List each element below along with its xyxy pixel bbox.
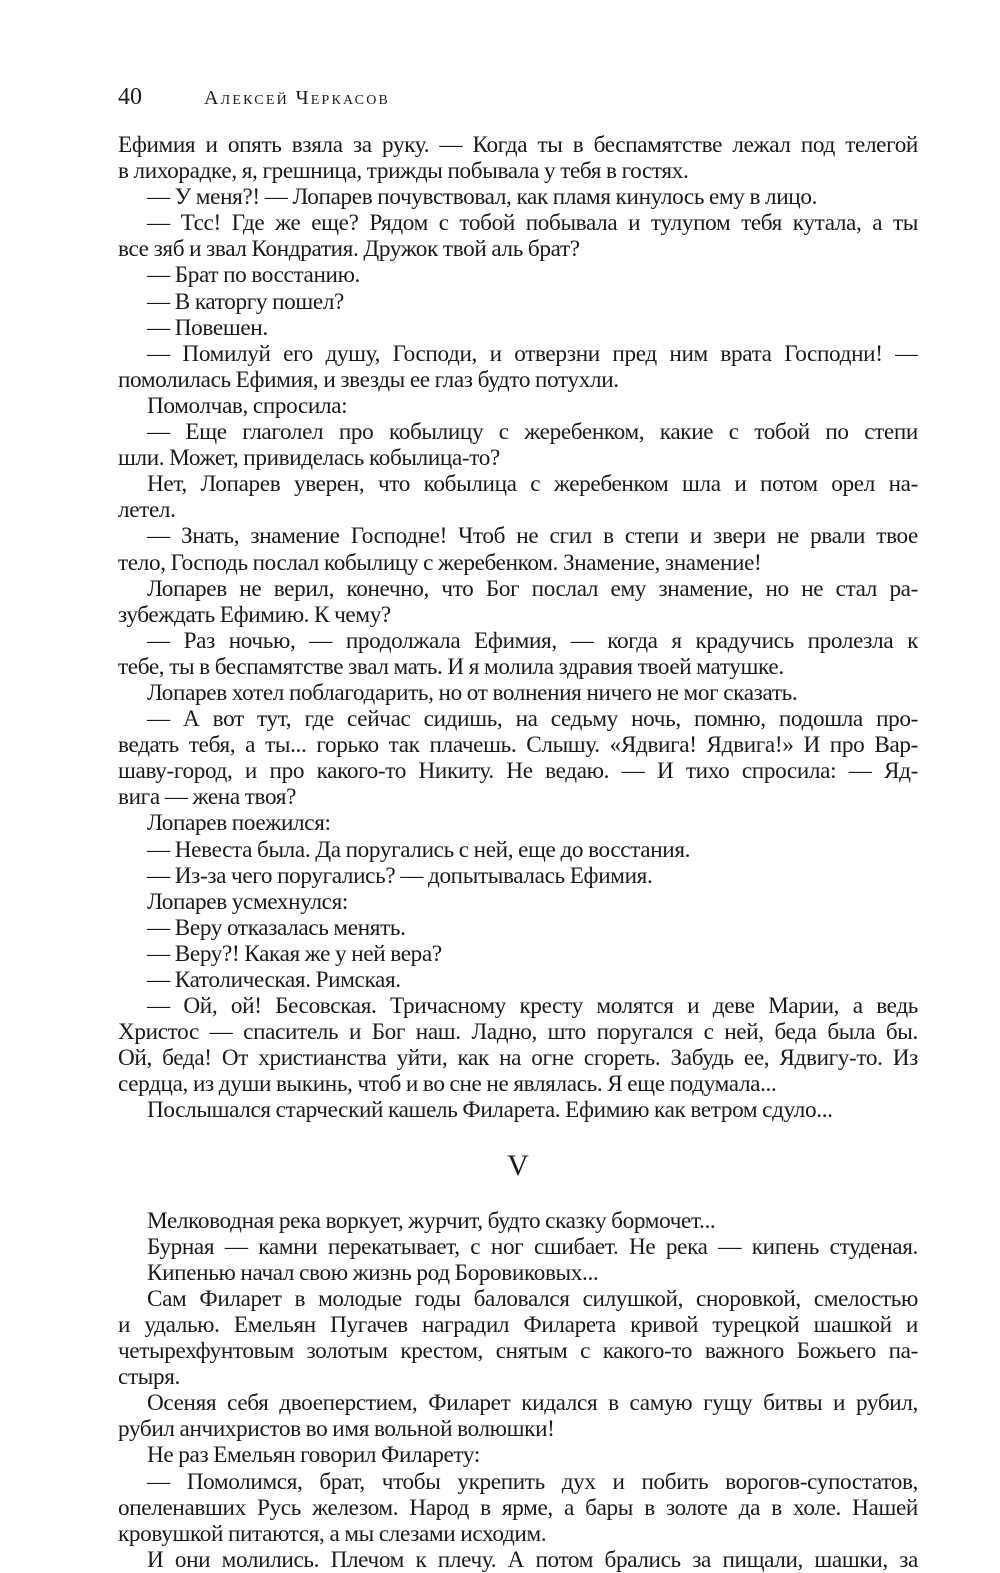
text-line: кровушкой питаются, а мы слезами исходим. bbox=[118, 1520, 547, 1547]
text-line: рубил анчихристов во имя вольной волюшки! bbox=[118, 1416, 555, 1443]
text-line: Лопарев хотел поблагодарить, но от волнения ничего не мог сказать. bbox=[147, 679, 798, 706]
text-line: шли. Может, привиделась кобылица-то? bbox=[118, 445, 500, 472]
text-line: Осеняя себя двоеперстием, Филарет кидался в самую гущу битвы и рубил, bbox=[147, 1390, 918, 1417]
text-line: — У меня?! — Лопарев почувствовал, как пламя кинулось ему в лицо. bbox=[147, 184, 818, 211]
text-line: — Тсс! Где же еще? Рядом с тобой побывала и тулупом тебя кутала, а ты bbox=[147, 210, 918, 237]
text-line: Мелководная река воркует, журчит, будто сказку бормочет... bbox=[147, 1207, 716, 1234]
text-line: Ефимия и опять взяла за руку. — Когда ты в беспамятстве лежал под телегой bbox=[118, 132, 918, 158]
text-line: Помолчав, спросила: bbox=[147, 392, 348, 419]
text-line: тебе, ты в беспамятстве звал мать. И я молила здравия твоей матушке. bbox=[118, 653, 784, 680]
text-line: стыря. bbox=[118, 1364, 180, 1391]
text-line: Бурная — камни перекатывает, с ног сшибает. Не река — кипень студеная. bbox=[147, 1233, 918, 1260]
text-line: вига — жена твоя? bbox=[118, 784, 297, 811]
chapter-heading: V bbox=[507, 1148, 529, 1182]
text-line: — Еще глаголел про кобылицу с жеребенком, какие с тобой по степи bbox=[147, 419, 918, 446]
text-line: — Веру отказалась менять. bbox=[147, 914, 406, 941]
text-line: — Из-за чего поругались? — допытывалась Ефимия. bbox=[147, 862, 653, 889]
text-line: Лопарев усмехнулся: bbox=[147, 888, 349, 915]
text-line: сердца, из души выкинь, чтоб и во сне не являлась. Я еще подумала... bbox=[118, 1071, 777, 1098]
text-line: — А вот тут, где сейчас сидишь, на седьму ночь, помню, подошла про- bbox=[147, 706, 918, 733]
text-line: Ой, беда! От христианства уйти, как на огне сгореть. Забудь ее, Ядвигу-то. Из bbox=[118, 1045, 918, 1072]
text-line: опеленавших Русь железом. Народ в ярме, а бары в золоте да в холе. Нашей bbox=[118, 1494, 918, 1521]
text-line: — Веру?! Какая же у ней вера? bbox=[147, 940, 442, 967]
text-section-1 bbox=[118, 132, 918, 1124]
text-line: — В каторгу пошел? bbox=[147, 288, 344, 315]
text-line: Сам Филарет в молодые годы баловался силушкой, сноровкой, смелостью bbox=[147, 1285, 918, 1312]
text-line: в лихорадке, я, грешница, трижды побывала у тебя в гостях. bbox=[118, 158, 689, 185]
text-line: зубеждать Ефимию. К чему? bbox=[118, 601, 391, 628]
text-line: ведать тебя, а ты... горько так плачешь. Слышу. «Ядвига! Ядвига!» И про Вар- bbox=[118, 732, 918, 759]
page-number: 40 bbox=[118, 84, 142, 110]
text-line: — Католическая. Римская. bbox=[147, 967, 401, 993]
text-line: — Помолимся, брат, чтобы укрепить дух и побить ворогов-супостатов, bbox=[147, 1468, 918, 1495]
text-line: — Повешен. bbox=[147, 314, 268, 341]
text-line: Лопарев поежился: bbox=[147, 810, 331, 837]
text-line: — Знать, знамение Господне! Чтоб не сгил в степи и звери не рвали твое bbox=[147, 523, 918, 550]
text-line: Послышался старческий кашель Филарета. Ефимию как ветром сдуло... bbox=[147, 1097, 833, 1124]
text-line: Лопарев не верил, конечно, что Бог послал ему знамение, но не стал ра- bbox=[147, 575, 918, 602]
text-line: и удалью. Емельян Пугачев наградил Филарета кривой турецкой шашкой и bbox=[118, 1311, 918, 1338]
text-section-2 bbox=[118, 1208, 918, 1573]
text-line: тело, Господь послал кобылицу с жеребенком. Знамение, знамение! bbox=[118, 549, 762, 576]
text-line: — Раз ночью, — продолжала Ефимия, — когда я крадучись пролезла к bbox=[147, 627, 918, 654]
text-line: Христос — спаситель и Бог наш. Ладно, што поругался с ней, беда была бы. bbox=[118, 1019, 918, 1046]
text-line: Не раз Емельян говорил Филарету: bbox=[147, 1442, 480, 1469]
text-line: Кипенью начал свою жизнь род Боровиковых... bbox=[147, 1259, 599, 1286]
text-line: Нет, Лопарев уверен, что кобылица с жеребенком шла и потом орел на- bbox=[147, 471, 918, 498]
page-header bbox=[118, 84, 918, 116]
text-line: — Невеста была. Да поругались с ней, еще до восстания. bbox=[147, 836, 691, 863]
running-head-author: Алексей Черкасов bbox=[204, 87, 391, 109]
text-line: помолилась Ефимия, и звезды ее глаз будто потухли. bbox=[118, 366, 619, 393]
text-line: летел. bbox=[118, 497, 176, 524]
text-line: И они молились. Плечом к плечу. А потом брались за пищали, шашки, за bbox=[147, 1546, 918, 1573]
text-line: — Ой, ой! Бесовская. Тричасному кресту молятся и деве Марии, а ведь bbox=[147, 993, 918, 1020]
text-line: четырехфунтовым золотым крестом, снятым с какого-то важного Божьего па- bbox=[118, 1338, 918, 1365]
book-page bbox=[118, 84, 918, 1573]
text-line: — Помилуй его душу, Господи, и отверзни пред ним врата Господни! — bbox=[147, 340, 918, 367]
text-line: шаву-город, и про какого-то Никиту. Не ведаю. — И тихо спросила: — Яд- bbox=[118, 758, 918, 785]
text-line: — Брат по восстанию. bbox=[147, 262, 361, 289]
text-line: все зяб и звал Кондратия. Дружок твой аль брат? bbox=[118, 236, 580, 263]
